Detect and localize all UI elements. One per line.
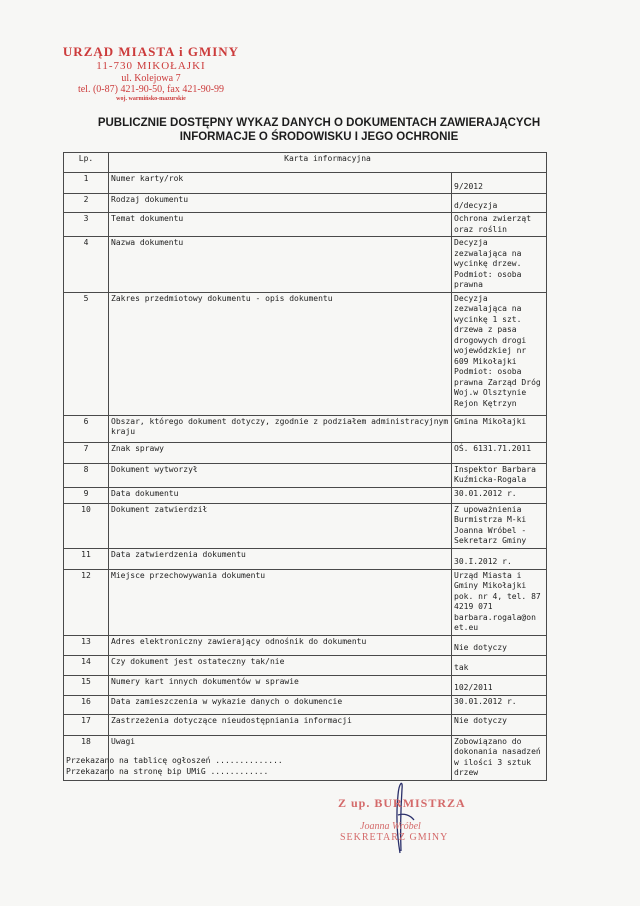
row-value: 30.01.2012 r. [452, 487, 547, 503]
row-number: 13 [64, 635, 109, 655]
row-value: Zobowiązano do dokonania nasadzeń w ilości 3 sztuk drzew [452, 735, 547, 780]
row-number: 10 [64, 503, 109, 548]
row-value: Gmina Mikołajki [452, 415, 547, 442]
stamp-voivodeship: woj. warmińsko-mazurskie [116, 95, 186, 102]
table-row [64, 194, 547, 213]
stamp-street: ul. Kolejowa 7 [121, 72, 181, 84]
row-label: Znak sprawy [109, 442, 452, 463]
row-value: 9/2012 [452, 173, 547, 194]
row-label: Nazwa dokumentu [109, 237, 452, 293]
row-number: 9 [64, 487, 109, 503]
row-number: 14 [64, 655, 109, 675]
stamp-postal-city: 11-730 MIKOŁAJKI [96, 59, 206, 72]
row-label: Zakres przedmiotowy dokumentu - opis dokumentu [109, 292, 452, 415]
footer-notice-board: Przekazano na tablicę ogłoszeń .............. [66, 756, 283, 765]
row-number: 4 [64, 237, 109, 293]
row-label: Czy dokument jest ostateczny tak/nie [109, 655, 452, 675]
row-value: 30.I.2012 r. [452, 548, 547, 569]
row-label: Obszar, którego dokument dotyczy, zgodnie z podziałem administracyjnym kraju [109, 415, 452, 442]
row-number: 12 [64, 569, 109, 635]
table-row [64, 213, 547, 237]
row-number: 6 [64, 415, 109, 442]
row-value: 30.01.2012 r. [452, 695, 547, 714]
row-number: 5 [64, 292, 109, 415]
table-row [64, 237, 547, 293]
office-stamp [56, 45, 246, 102]
table-row [64, 655, 547, 675]
table-row [64, 548, 547, 569]
row-label: Rodzaj dokumentu [109, 194, 452, 213]
row-label: Data zamieszczenia w wykazie danych o dokumencie [109, 695, 452, 714]
stamp-office-name: URZĄD MIASTA i GMINY [62, 44, 240, 59]
table-row [64, 487, 547, 503]
footer-notes [66, 756, 283, 777]
row-label: Numery kart innych dokumentów w sprawie [109, 675, 452, 695]
row-number: 17 [64, 714, 109, 735]
table-row [64, 292, 547, 415]
table-row [64, 463, 547, 487]
stamp-phone-fax: tel. (0-87) 421-90-50, fax 421-90-99 [77, 84, 225, 96]
row-value: d/decyzja [452, 194, 547, 213]
row-number: 8 [64, 463, 109, 487]
row-value: Decyzja zezwalająca na wycinkę drzew. Podmiot: osoba prawna [452, 237, 547, 293]
signature-stamp-name: Joanna Wróbel [360, 821, 421, 832]
row-label: Zastrzeżenia dotyczące nieudostępniania informacji [109, 714, 452, 735]
header-card: Karta informacyjna [109, 153, 547, 173]
row-value: Inspektor Barbara Kuźmicka-Rogala [452, 463, 547, 487]
table-row [64, 173, 547, 194]
table-row [64, 635, 547, 655]
table-row [64, 714, 547, 735]
row-value: Nie dotyczy [452, 714, 547, 735]
row-label: Uwagi [109, 735, 452, 780]
row-label: Miejsce przechowywania dokumentu [109, 569, 452, 635]
signature-stamp [330, 796, 480, 843]
row-value: Decyzja zezwalająca na wycinkę 1 szt. drzewa z pasa drogowych drogi wojewódzkiej nr 609 Mikołajki Podmiot: osoba prawna Zarząd Dróg Woj.w Olsztynie Rejon Kętrzyn [452, 292, 547, 415]
row-value: OŚ. 6131.71.2011 [452, 442, 547, 463]
row-value: Ochrona zwierząt oraz roślin [452, 213, 547, 237]
row-number: 15 [64, 675, 109, 695]
row-label: Data dokumentu [109, 487, 452, 503]
row-label: Dokument wytworzył [109, 463, 452, 487]
row-number: 18 [64, 735, 109, 780]
info-card-table [63, 152, 547, 781]
row-number: 3 [64, 213, 109, 237]
table-row [64, 442, 547, 463]
row-value: tak [452, 655, 547, 675]
row-label: Numer karty/rok [109, 173, 452, 194]
row-label: Temat dokumentu [109, 213, 452, 237]
signature-stamp-role: SEKRETARZ GMINY [340, 832, 449, 843]
table-row [64, 415, 547, 442]
row-label: Dokument zatwierdził [109, 503, 452, 548]
document-title: PUBLICZNIE DOSTĘPNY WYKAZ DANYCH O DOKUMENTACH ZAWIERAJĄCYCH INFORMACJE O ŚRODOWISKU I JEGO OCHRONIE [97, 117, 541, 143]
row-label: Adres elektroniczny zawierający odnośnik do dokumentu [109, 635, 452, 655]
row-value: Urząd Miasta i Gminy Mikołajki pok. nr 4, tel. 87 4219 071 barbara.rogala@on et.eu [452, 569, 547, 635]
footer-bip-page: Przekazano na stronę bip UMiG ............ [66, 766, 269, 776]
row-number: 1 [64, 173, 109, 194]
header-lp: Lp. [64, 153, 109, 173]
table-row [64, 695, 547, 714]
row-value: Z upoważnienia Burmistrza M-ki Joanna Wróbel - Sekretarz Gminy [452, 503, 547, 548]
row-number: 16 [64, 695, 109, 714]
row-value: Nie dotyczy [452, 635, 547, 655]
row-number: 11 [64, 548, 109, 569]
signature-stamp-line1: Z up. BURMISTRZA [338, 796, 466, 810]
table-row [64, 569, 547, 635]
row-number: 7 [64, 442, 109, 463]
row-label: Data zatwierdzenia dokumentu [109, 548, 452, 569]
table-row [64, 503, 547, 548]
row-value: 102/2011 [452, 675, 547, 695]
row-number: 2 [64, 194, 109, 213]
table-row [64, 675, 547, 695]
